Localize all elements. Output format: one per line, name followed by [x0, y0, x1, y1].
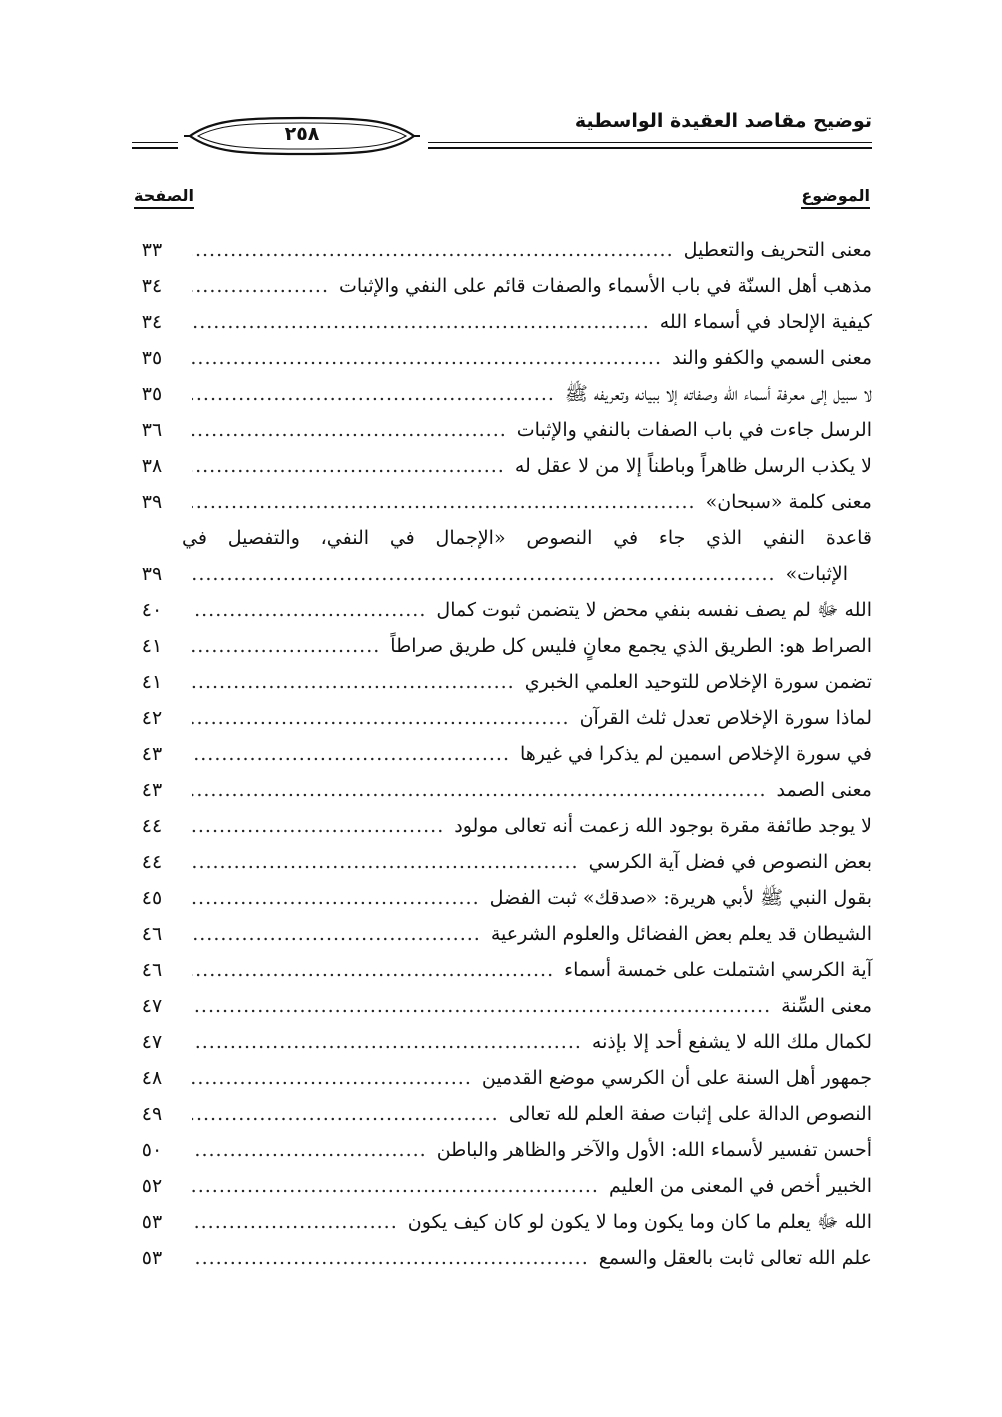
toc-entry-page: ٣٥ [141, 347, 163, 369]
toc-entry [132, 520, 872, 556]
dot-leader [192, 488, 696, 516]
toc-entry [132, 772, 872, 808]
toc-entry-page: ٤٤ [141, 815, 163, 837]
dot-leader [192, 668, 515, 696]
toc-entry [132, 1096, 872, 1132]
toc-entry-page: ٤٩ [141, 1103, 163, 1125]
toc-entry-page: ٤٥ [141, 887, 163, 909]
toc-entry-topic: الله ﷻ يعلم ما كان وما يكون وما لا يكون لو كان كيف يكون [407, 1211, 872, 1233]
toc-entry-page: ٤٣ [141, 779, 163, 801]
toc-entry-page: ٣٥ [141, 383, 163, 405]
toc-entry [132, 736, 872, 772]
table-of-contents [132, 232, 872, 1276]
toc-entry-topic: تضمن سورة الإخلاص للتوحيد العلمي الخبري [524, 671, 872, 693]
toc-entry-topic: مذهب أهل السنّة في باب الأسماء والصفات قائم على النفي والإثبات [339, 275, 872, 297]
toc-entry-topic: الرسل جاءت في باب الصفات بالنفي والإثبات [516, 419, 872, 441]
toc-entry-page: ٣٣ [141, 239, 163, 261]
topic-column-heading: الموضوع [801, 186, 870, 209]
toc-entry-topic: أحسن تفسير لأسماء الله: الأول والآخر والظاهر والباطن [436, 1139, 872, 1161]
dot-leader [192, 1028, 582, 1056]
toc-entry-topic: الصراط هو: الطريق الذي يجمع معانٍ فليس كل طريق صراطاً [390, 635, 872, 657]
column-headings [132, 186, 872, 216]
dot-leader [192, 704, 570, 732]
toc-entry-topic: لماذا سورة الإخلاص تعدل ثلث القرآن [579, 707, 872, 729]
toc-entry-page: ٤٦ [141, 959, 163, 981]
toc-entry [132, 1132, 872, 1168]
toc-entry-topic: بقول النبي ﷺ لأبي هريرة: «صدقك» ثبت الفضل [489, 887, 872, 909]
toc-entry [132, 952, 872, 988]
dot-leader [192, 1172, 599, 1200]
dot-leader [192, 740, 510, 768]
toc-entry [132, 880, 872, 916]
toc-entry [132, 1240, 872, 1276]
toc-entry-page: ٤٤ [141, 851, 163, 873]
toc-entry-topic: الخبير أخص في المعنى من العليم [608, 1175, 872, 1197]
toc-entry-page: ٤٠ [141, 599, 163, 621]
toc-entry [132, 1204, 872, 1240]
toc-entry-topic: آية الكرسي اشتملت على خمسة أسماء [564, 959, 872, 981]
dot-leader [192, 920, 481, 948]
header-rule [132, 147, 178, 149]
toc-entry-page: ٣٤ [141, 275, 163, 297]
toc-entry-topic: الله ﷻ لم يصف نفسه بنفي محض لا يتضمن ثبوت كمال [436, 599, 872, 621]
dot-leader [192, 776, 767, 804]
toc-entry-page: ٣٩ [141, 563, 163, 585]
toc-entry-page: ٣٤ [141, 311, 163, 333]
toc-entry [132, 340, 872, 376]
dot-leader [192, 452, 505, 480]
header-rule [132, 142, 178, 143]
toc-entry-topic: معنى كلمة «سبحان» [705, 491, 872, 513]
toc-entry [132, 844, 872, 880]
toc-entry-topic: قاعدة النفي الذي جاء في النصوص «الإجمال في النفي، والتفصيل في [182, 527, 872, 549]
toc-entry-topic: علم الله تعالى ثابت بالعقل والسمع [598, 1247, 872, 1269]
dot-leader [192, 1064, 472, 1092]
toc-entry-topic: معنى السمي والكفو والند [672, 347, 872, 369]
page-number: ٢٥٨ [284, 123, 320, 145]
toc-entry [132, 268, 872, 304]
toc-entry-page: ٤٨ [141, 1067, 163, 1089]
page-column-heading: الصفحة [134, 186, 194, 209]
toc-entry-page: ٤٣ [141, 743, 163, 765]
dot-leader [192, 992, 771, 1020]
toc-entry [132, 628, 872, 664]
toc-entry-topic: معنى السِّنة [781, 995, 872, 1017]
toc-entry [132, 412, 872, 448]
toc-entry [132, 988, 872, 1024]
toc-entry-page: ٥٢ [141, 1175, 163, 1197]
toc-entry [132, 1168, 872, 1204]
toc-entry-topic: في سورة الإخلاص اسمين لم يذكرا في غيرها [520, 743, 872, 765]
toc-entry-page: ٥٣ [141, 1247, 163, 1269]
toc-entry [132, 448, 872, 484]
toc-entry-page: ٥٣ [141, 1211, 163, 1233]
dot-leader [192, 1208, 398, 1236]
toc-entry [132, 1024, 872, 1060]
toc-entry [132, 700, 872, 736]
toc-entry-topic: معنى الصمد [776, 779, 872, 801]
toc-entry-topic: بعض النصوص في فضل آية الكرسي [588, 851, 872, 873]
running-header [132, 104, 872, 150]
dot-leader [192, 236, 674, 264]
dot-leader [192, 1136, 427, 1164]
toc-entry-topic: كيفية الإلحاد في أسماء الله [659, 311, 872, 333]
toc-entry [132, 376, 872, 412]
toc-entry-topic: معنى التحريف والتعطيل [683, 239, 872, 261]
dot-leader [192, 380, 555, 408]
dot-leader [192, 956, 554, 984]
toc-entry [132, 232, 872, 268]
dot-leader [192, 344, 662, 372]
dot-leader [192, 812, 444, 840]
toc-entry-page: ٣٨ [141, 455, 163, 477]
toc-entry [132, 304, 872, 340]
toc-entry [132, 916, 872, 952]
toc-entry-topic: لا سبيل إلى معرفة أسماء الله وصفاته إلا ببيانه وتعريفه ﷺ [564, 383, 872, 405]
toc-entry [132, 556, 872, 592]
page-number-badge [182, 116, 422, 156]
dot-leader [192, 1244, 589, 1272]
dot-leader [192, 1100, 499, 1128]
dot-leader [192, 272, 329, 300]
toc-entry [132, 484, 872, 520]
toc-entry-topic: الشيطان قد يعلم بعض الفضائل والعلوم الشرعية [490, 923, 872, 945]
toc-entry-page: ٣٩ [141, 491, 163, 513]
toc-entry-page: ٤١ [141, 671, 163, 693]
toc-entry-page: ٣٦ [141, 419, 163, 441]
toc-entry-page: ٤٧ [141, 995, 163, 1017]
toc-entry [132, 664, 872, 700]
toc-entry-topic: الإثبات» [785, 563, 848, 585]
toc-entry-topic: النصوص الدالة على إثبات صفة العلم لله تعالى [508, 1103, 872, 1125]
dot-leader [192, 308, 650, 336]
toc-entry-page: ٤٦ [141, 923, 163, 945]
toc-entry [132, 592, 872, 628]
dot-leader [192, 632, 380, 660]
book-title: توضيح مقاصد العقيدة الواسطية [574, 110, 872, 132]
dot-leader [192, 416, 507, 444]
dot-leader [192, 596, 426, 624]
toc-entry-topic: جمهور أهل السنة على أن الكرسي موضع القدمين [481, 1067, 872, 1089]
toc-entry-page: ٤٢ [141, 707, 163, 729]
header-rule [428, 147, 872, 149]
toc-entry [132, 1060, 872, 1096]
toc-entry [132, 808, 872, 844]
toc-entry-topic: لا يوجد طائفة مقرة بوجود الله زعمت أنه تعالى مولود [454, 815, 872, 837]
dot-leader [192, 560, 776, 588]
toc-entry-topic: لكمال ملك الله لا يشفع أحد إلا بإذنه [591, 1031, 872, 1053]
dot-leader [192, 884, 480, 912]
header-rule [428, 142, 872, 143]
toc-entry-topic: لا يكذب الرسل ظاهراً وباطناً إلا من لا عقل له [514, 455, 872, 477]
toc-entry-page: ٤٧ [141, 1031, 163, 1053]
toc-entry-page: ٥٠ [141, 1139, 163, 1161]
dot-leader [192, 848, 579, 876]
toc-entry-page: ٤١ [141, 635, 163, 657]
